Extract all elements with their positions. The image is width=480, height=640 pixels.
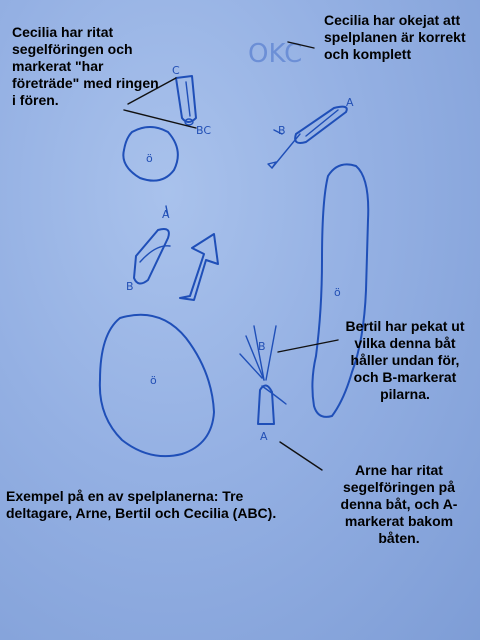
mark-a-mid-left: A: [162, 208, 170, 221]
annotation-bertil: Bertil har pekat ut vilka denna båt håller undan för, och B-markerat pilarna.: [345, 318, 465, 402]
island-mark-2: ö: [150, 374, 157, 387]
mark-a-bottom: A: [260, 430, 268, 443]
mark-a-top-right: A: [346, 96, 354, 109]
boat-middle-left: [126, 206, 170, 293]
annotation-arne: Arne har ritat segelföringen på denna båt, och A-markerat bakom båten.: [340, 462, 458, 546]
annotation-cecilia-okc: Cecilia har okejat att spelplanen är korrekt och komplett: [324, 12, 466, 62]
mark-b-top-right: B: [278, 124, 286, 137]
island-small: [123, 127, 178, 181]
boat-top-left: [172, 64, 211, 137]
island-mark-3: ö: [334, 286, 341, 299]
wind-arrow: [180, 234, 218, 300]
annotation-cecilia-ring: Cecilia har ritat segelföringen och markerat "har företräde" med ringen i fören.: [12, 24, 159, 108]
mark-c: C: [172, 64, 180, 77]
mark-b-bottom: B: [258, 340, 266, 353]
okc-mark: OKC: [248, 39, 303, 69]
mark-bc: BC: [196, 124, 212, 137]
island-large-left: [100, 315, 214, 456]
island-mark-1: ö: [146, 152, 153, 165]
boat-top-right: [268, 96, 354, 168]
mark-b-mid-left: B: [126, 280, 134, 293]
boat-bottom: [240, 326, 286, 443]
annotation-caption: Exempel på en av spelplanerna: Tre deltagare, Arne, Bertil och Cecilia (ABC).: [6, 488, 277, 521]
